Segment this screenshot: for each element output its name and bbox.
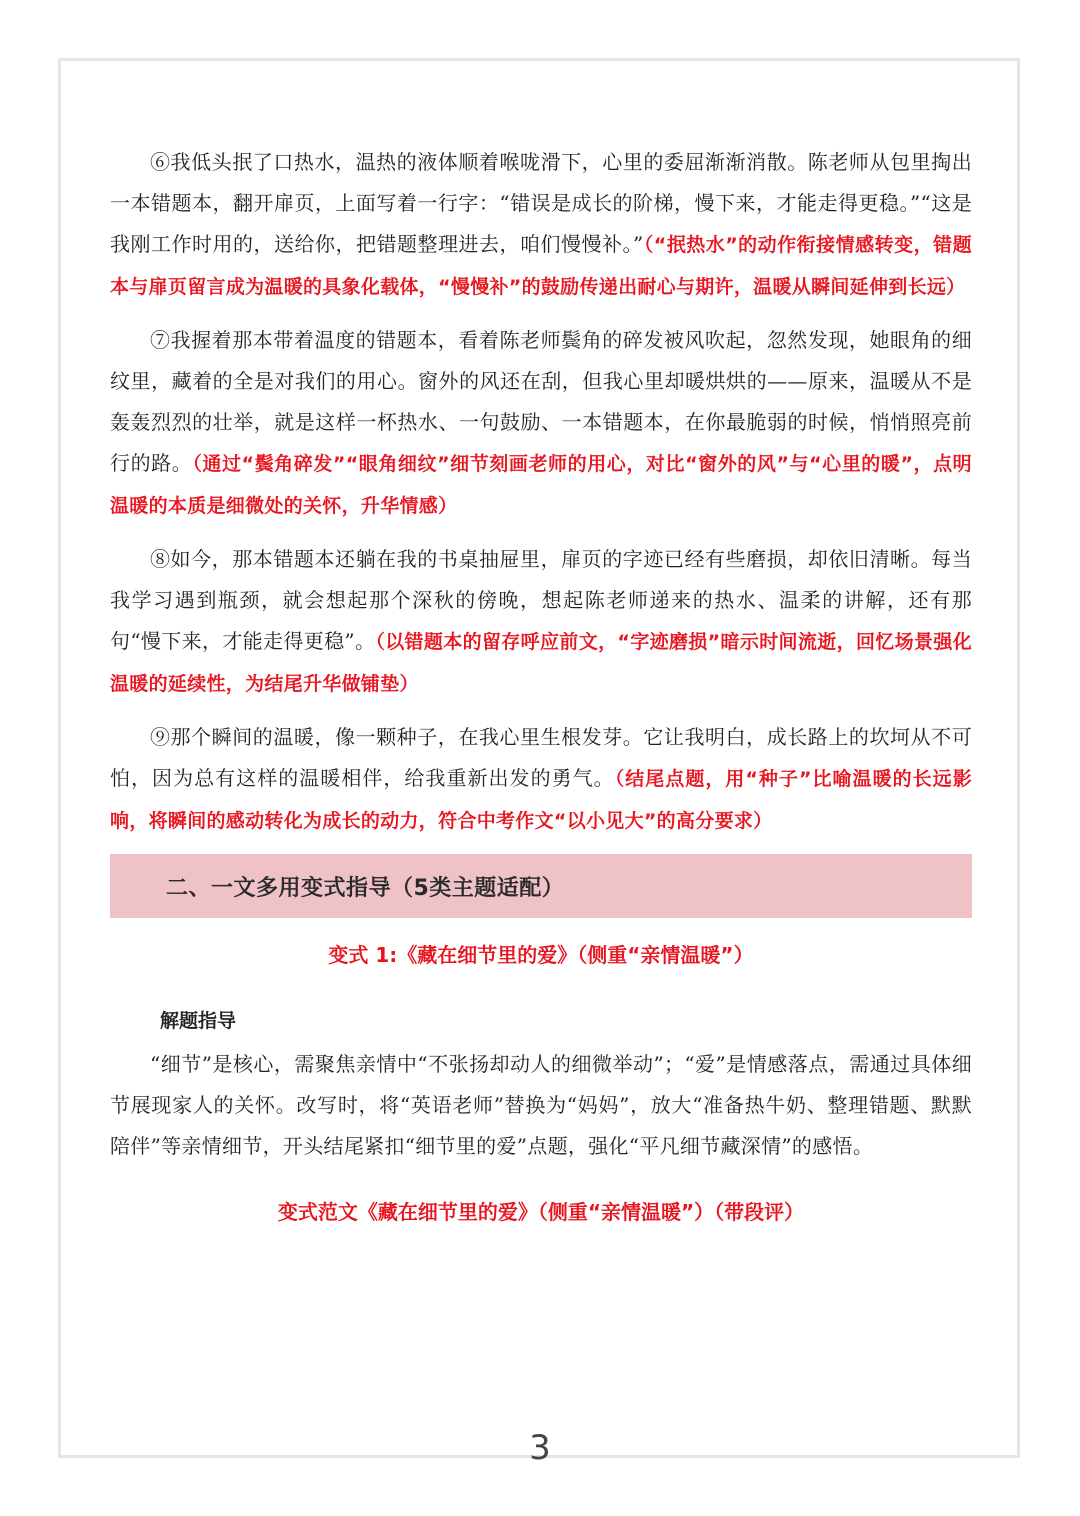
- paragraph-9: [110, 717, 972, 842]
- paragraph-text: ⑨那个瞬间的温暖，像一颗种子，在我心里生根发芽。它让我明白，成长路上的坎坷从不可怕，因为总有这样的温暖相伴，给我重新出发的勇气。: [110, 725, 972, 790]
- paragraph-8: [110, 539, 972, 705]
- paragraph-comment: （结尾点题，用“种子”比喻温暖的长远影响，将瞬间的感动转化为成长的动力，符合中考作文“以小见大”的高分要求）: [110, 768, 972, 832]
- sample-essay-heading: 变式范文《藏在细节里的爱》（侧重“亲情温暖”）（带段评）: [277, 1200, 805, 1224]
- paragraph-comment: （通过“鬓角碎发”“眼角细纹”细节刻画老师的用心，对比“窗外的风”与“心里的暖”，点明温暖的本质是细微处的关怀，升华情感）: [110, 453, 972, 517]
- paragraph-6: [110, 142, 972, 308]
- page-number: 3: [529, 1428, 551, 1468]
- paragraph-7: [110, 320, 972, 527]
- document-body: [110, 142, 972, 1227]
- variant-heading: 变式 1:《藏在细节里的爱》（侧重“亲情温暖”）: [328, 943, 754, 967]
- section-title: 二、一文多用变式指导（5类主题适配）: [166, 875, 565, 901]
- section-header-bar: [110, 854, 972, 918]
- paragraph-comment: （“抿热水”的动作衔接情感转变，错题本与扉页留言成为温暖的具象化载体，“慢慢补”的鼓励传递出耐心与期许，温暖从瞬间延伸到长远）: [110, 234, 972, 298]
- paragraph-text: ⑧如今，那本错题本还躺在我的书桌抽屉里，扉页的字迹已经有些磨损，却依旧清晰。每当我学习遇到瓶颈，就会想起那个深秋的傍晚，想起陈老师递来的热水、温柔的讲解，还有那句“慢下来，才能走得更稳”。: [110, 547, 972, 653]
- paragraph-comment: （以错题本的留存呼应前文，“字迹磨损”暗示时间流逝，回忆场景强化温暖的延续性，为结尾升华做铺垫）: [110, 631, 972, 695]
- guide-title: 解题指导: [160, 1010, 237, 1032]
- paragraph-text: ⑥我低头抿了口热水，温热的液体顺着喉咙滑下，心里的委屈渐渐消散。陈老师从包里掏出一本错题本，翻开扉页，上面写着一行字：“错误是成长的阶梯，慢下来，才能走得更稳。”“这是我刚工作时用的，送给你，把错题整理进去，咱们慢慢补。”: [110, 150, 972, 256]
- paragraph-text: ⑦我握着那本带着温度的错题本，看着陈老师鬓角的碎发被风吹起，忽然发现，她眼角的细纹里，藏着的全是对我们的用心。窗外的风还在刮，但我心里却暖烘烘的——原来，温暖从不是轰轰烈烈的壮举，就是这样一杯热水、一句鼓励、一本错题本，在你最脆弱的时候，悄悄照亮前行的路。: [110, 328, 972, 475]
- guide-paragraph: “细节”是核心，需聚焦亲情中“不张扬却动人的细微举动”；“爱”是情感落点，需通过具体细节展现家人的关怀。改写时，将“英语老师”替换为“妈妈”，放大“准备热牛奶、整理错题、默默陪伴”等亲情细节，开头结尾紧扣“细节里的爱”点题，强化“平凡细节藏深情”的感悟。: [110, 1052, 972, 1158]
